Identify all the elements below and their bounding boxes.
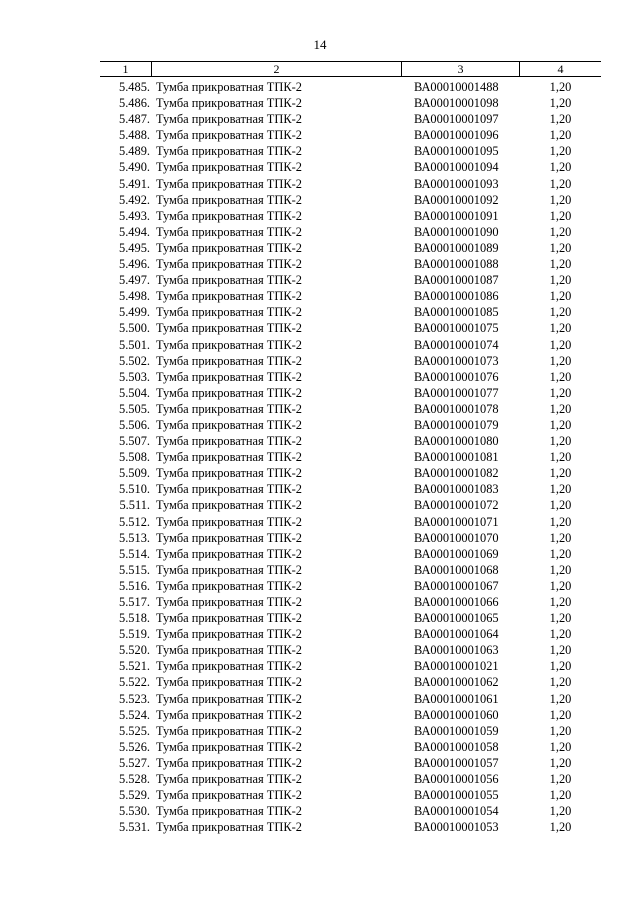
item-name: Тумба прикроватная ТПК-2 [156, 804, 302, 819]
item-value: 1,20 [549, 788, 572, 803]
item-name: Тумба прикроватная ТПК-2 [156, 112, 302, 127]
inventory-code: ВА00010001089 [414, 240, 499, 255]
item-value: 1,20 [549, 273, 572, 288]
row-number: 5.526. [119, 739, 150, 754]
inventory-code: ВА00010001081 [414, 450, 499, 465]
table-row [100, 320, 601, 336]
table-row [100, 465, 601, 481]
inventory-code: ВА00010001095 [414, 144, 499, 159]
inventory-code: ВА00010001096 [414, 128, 499, 143]
table-row [100, 803, 601, 819]
item-name: Тумба прикроватная ТПК-2 [156, 820, 302, 835]
item-name: Тумба прикроватная ТПК-2 [156, 498, 302, 513]
item-name: Тумба прикроватная ТПК-2 [156, 128, 302, 143]
item-value: 1,20 [549, 192, 572, 207]
inventory-code: ВА00010001083 [414, 482, 499, 497]
item-value: 1,20 [549, 611, 572, 626]
item-value: 1,20 [549, 707, 572, 722]
item-name: Тумба прикроватная ТПК-2 [156, 482, 302, 497]
table-row [100, 674, 601, 690]
row-number: 5.530. [119, 804, 150, 819]
table-row [100, 787, 601, 803]
inventory-code: ВА00010001056 [414, 772, 499, 787]
item-value: 1,20 [549, 659, 572, 674]
table-row [100, 127, 601, 143]
inventory-code: ВА00010001086 [414, 289, 499, 304]
row-number: 5.488. [119, 128, 150, 143]
item-name: Тумба прикроватная ТПК-2 [156, 353, 302, 368]
table-row [100, 224, 601, 240]
row-number: 5.503. [119, 369, 150, 384]
item-name: Тумба прикроватная ТПК-2 [156, 595, 302, 609]
table-row [100, 256, 601, 272]
row-number: 5.510. [119, 482, 150, 497]
inventory-code: ВА00010001074 [414, 337, 499, 352]
item-name: Тумба прикроватная ТПК-2 [156, 659, 302, 674]
inventory-code: ВА00010001021 [414, 659, 499, 674]
row-number: 5.531. [119, 820, 150, 835]
row-number: 5.521. [119, 659, 150, 674]
table-row [100, 739, 601, 755]
inventory-code: ВА00010001080 [414, 434, 499, 449]
item-value: 1,20 [549, 417, 572, 432]
item-name: Тумба прикроватная ТПК-2 [156, 208, 302, 223]
inventory-code: ВА00010001067 [414, 578, 499, 593]
inventory-code: ВА00010001066 [414, 595, 499, 609]
table-row [100, 819, 601, 835]
item-name: Тумба прикроватная ТПК-2 [156, 450, 302, 465]
row-number: 5.495. [119, 240, 150, 255]
row-number: 5.492. [119, 192, 150, 207]
inventory-table [100, 61, 601, 835]
inventory-code: ВА00010001077 [414, 385, 499, 400]
row-number: 5.513. [119, 530, 150, 545]
item-value: 1,20 [549, 482, 572, 497]
table-row [100, 272, 601, 288]
item-name: Тумба прикроватная ТПК-2 [156, 337, 302, 352]
inventory-code: ВА00010001054 [414, 804, 499, 819]
inventory-code: ВА00010001090 [414, 224, 499, 239]
item-name: Тумба прикроватная ТПК-2 [156, 562, 302, 577]
row-number: 5.493. [119, 208, 150, 223]
row-number: 5.500. [119, 321, 150, 336]
row-number: 5.502. [119, 353, 150, 368]
table-row [100, 288, 601, 304]
header-col-2: 2 [152, 62, 402, 76]
inventory-code: ВА00010001063 [414, 643, 499, 658]
row-number: 5.529. [119, 788, 150, 803]
item-name: Тумба прикроватная ТПК-2 [156, 80, 302, 94]
row-number: 5.528. [119, 772, 150, 787]
item-name: Тумба прикроватная ТПК-2 [156, 192, 302, 207]
item-value: 1,20 [549, 176, 572, 191]
row-number: 5.490. [119, 160, 150, 175]
item-value: 1,20 [549, 321, 572, 336]
table-row [100, 723, 601, 739]
item-name: Тумба прикроватная ТПК-2 [156, 611, 302, 626]
item-value: 1,20 [549, 772, 572, 787]
inventory-code: ВА00010001075 [414, 321, 499, 336]
item-value: 1,20 [549, 546, 572, 561]
inventory-code: ВА00010001088 [414, 257, 499, 272]
item-value: 1,20 [549, 514, 572, 529]
inventory-code: ВА00010001097 [414, 112, 499, 127]
item-value: 1,20 [549, 562, 572, 577]
row-number: 5.527. [119, 755, 150, 770]
item-value: 1,20 [549, 337, 572, 352]
item-name: Тумба прикроватная ТПК-2 [156, 723, 302, 738]
row-number: 5.511. [119, 498, 150, 513]
inventory-code: ВА00010001053 [414, 820, 499, 835]
inventory-code: ВА00010001087 [414, 273, 499, 288]
inventory-code: ВА00010001488 [414, 80, 499, 94]
item-value: 1,20 [549, 257, 572, 272]
item-name: Тумба прикроватная ТПК-2 [156, 578, 302, 593]
item-value: 1,20 [549, 450, 572, 465]
item-name: Тумба прикроватная ТПК-2 [156, 417, 302, 432]
item-value: 1,20 [549, 305, 572, 320]
table-row [100, 594, 601, 610]
row-number: 5.498. [119, 289, 150, 304]
table-row [100, 143, 601, 159]
header-col-4: 4 [557, 62, 564, 76]
item-name: Тумба прикроватная ТПК-2 [156, 466, 302, 481]
row-number: 5.497. [119, 273, 150, 288]
table-row [100, 562, 601, 578]
item-name: Тумба прикроватная ТПК-2 [156, 273, 302, 288]
inventory-code: ВА00010001085 [414, 305, 499, 320]
item-value: 1,20 [549, 820, 572, 835]
item-value: 1,20 [549, 401, 572, 416]
table-row [100, 79, 601, 95]
item-value: 1,20 [549, 675, 572, 690]
inventory-code: ВА00010001098 [414, 96, 499, 111]
inventory-code: ВА00010001078 [414, 401, 499, 416]
inventory-code: ВА00010001076 [414, 369, 499, 384]
table-row [100, 111, 601, 127]
inventory-code: ВА00010001068 [414, 562, 499, 577]
item-name: Тумба прикроватная ТПК-2 [156, 707, 302, 722]
row-number: 5.496. [119, 257, 150, 272]
item-name: Тумба прикроватная ТПК-2 [156, 434, 302, 449]
inventory-code: ВА00010001094 [414, 160, 499, 175]
table-row [100, 353, 601, 369]
inventory-code: ВА00010001093 [414, 176, 499, 191]
item-name: Тумба прикроватная ТПК-2 [156, 369, 302, 384]
item-value: 1,20 [549, 289, 572, 304]
inventory-code: ВА00010001057 [414, 755, 499, 770]
item-name: Тумба прикроватная ТПК-2 [156, 385, 302, 400]
row-number: 5.523. [119, 691, 150, 706]
row-number: 5.515. [119, 562, 150, 577]
table-row [100, 626, 601, 642]
row-number: 5.509. [119, 466, 150, 481]
page-number: 14 [313, 37, 327, 52]
item-value: 1,20 [549, 498, 572, 513]
table-row [100, 433, 601, 449]
item-value: 1,20 [549, 144, 572, 159]
table-row [100, 208, 601, 224]
row-number: 5.507. [119, 434, 150, 449]
row-number: 5.518. [119, 611, 150, 626]
item-name: Тумба прикроватная ТПК-2 [156, 514, 302, 529]
item-value: 1,20 [549, 466, 572, 481]
row-number: 5.508. [119, 450, 150, 465]
item-value: 1,20 [549, 160, 572, 175]
item-value: 1,20 [549, 96, 572, 111]
table-row [100, 707, 601, 723]
table-row [100, 514, 601, 530]
item-value: 1,20 [549, 240, 572, 255]
inventory-code: ВА00010001062 [414, 675, 499, 690]
item-name: Тумба прикроватная ТПК-2 [156, 305, 302, 320]
item-value: 1,20 [549, 224, 572, 239]
item-value: 1,20 [549, 804, 572, 819]
row-number: 5.494. [119, 224, 150, 239]
item-value: 1,20 [549, 385, 572, 400]
item-name: Тумба прикроватная ТПК-2 [156, 321, 302, 336]
table-row [100, 755, 601, 771]
table-row [100, 159, 601, 175]
table-row [100, 417, 601, 433]
table-row [100, 240, 601, 256]
table-row [100, 691, 601, 707]
item-value: 1,20 [549, 128, 572, 143]
item-name: Тумба прикроватная ТПК-2 [156, 224, 302, 239]
inventory-code: ВА00010001060 [414, 707, 499, 722]
row-number: 5.489. [119, 144, 150, 159]
inventory-code: ВА00010001059 [414, 723, 499, 738]
table-row [100, 192, 601, 208]
row-number: 5.485. [119, 80, 150, 94]
inventory-code: ВА00010001065 [414, 611, 499, 626]
item-name: Тумба прикроватная ТПК-2 [156, 176, 302, 191]
inventory-code: ВА00010001055 [414, 788, 499, 803]
item-name: Тумба прикроватная ТПК-2 [156, 546, 302, 561]
inventory-code: ВА00010001069 [414, 546, 499, 561]
item-name: Тумба прикроватная ТПК-2 [156, 96, 302, 111]
item-name: Тумба прикроватная ТПК-2 [156, 240, 302, 255]
item-name: Тумба прикроватная ТПК-2 [156, 691, 302, 706]
item-name: Тумба прикроватная ТПК-2 [156, 289, 302, 304]
inventory-code: ВА00010001071 [414, 514, 499, 529]
inventory-code: ВА00010001079 [414, 417, 499, 432]
item-name: Тумба прикроватная ТПК-2 [156, 401, 302, 416]
row-number: 5.505. [119, 401, 150, 416]
table-row [100, 530, 601, 546]
item-value: 1,20 [549, 208, 572, 223]
table-row [100, 658, 601, 674]
table-row [100, 369, 601, 385]
item-value: 1,20 [549, 578, 572, 593]
table-row [100, 385, 601, 401]
inventory-code: ВА00010001064 [414, 627, 499, 642]
item-value: 1,20 [549, 353, 572, 368]
item-value: 1,20 [549, 723, 572, 738]
row-number: 5.514. [119, 546, 150, 561]
table-row [100, 95, 601, 111]
table-body [100, 77, 601, 835]
inventory-code: ВА00010001058 [414, 739, 499, 754]
row-number: 5.516. [119, 578, 150, 593]
item-value: 1,20 [549, 691, 572, 706]
row-number: 5.487. [119, 112, 150, 127]
item-name: Тумба прикроватная ТПК-2 [156, 144, 302, 159]
row-number: 5.517. [119, 595, 150, 609]
table-row [100, 497, 601, 513]
item-value: 1,20 [549, 755, 572, 770]
row-number: 5.491. [119, 176, 150, 191]
inventory-code: ВА00010001073 [414, 353, 499, 368]
item-name: Тумба прикроватная ТПК-2 [156, 643, 302, 658]
header-col-3: 3 [402, 62, 520, 76]
inventory-code: ВА00010001061 [414, 691, 499, 706]
item-value: 1,20 [549, 112, 572, 127]
item-name: Тумба прикроватная ТПК-2 [156, 755, 302, 770]
item-name: Тумба прикроватная ТПК-2 [156, 788, 302, 803]
item-value: 1,20 [549, 643, 572, 658]
inventory-code: ВА00010001092 [414, 192, 499, 207]
item-value: 1,20 [549, 369, 572, 384]
table-row [100, 176, 601, 192]
item-name: Тумба прикроватная ТПК-2 [156, 160, 302, 175]
item-value: 1,20 [549, 595, 572, 609]
row-number: 5.501. [119, 337, 150, 352]
inventory-code: ВА00010001070 [414, 530, 499, 545]
item-value: 1,20 [549, 530, 572, 545]
row-number: 5.525. [119, 723, 150, 738]
item-name: Тумба прикроватная ТПК-2 [156, 675, 302, 690]
item-value: 1,20 [549, 739, 572, 754]
inventory-code: ВА00010001091 [414, 208, 499, 223]
table-row [100, 578, 601, 594]
row-number: 5.520. [119, 643, 150, 658]
item-name: Тумба прикроватная ТПК-2 [156, 257, 302, 272]
inventory-code: ВА00010001072 [414, 498, 499, 513]
table-row [100, 481, 601, 497]
inventory-code: ВА00010001082 [414, 466, 499, 481]
row-number: 5.524. [119, 707, 150, 722]
row-number: 5.506. [119, 417, 150, 432]
item-name: Тумба прикроватная ТПК-2 [156, 627, 302, 642]
row-number: 5.522. [119, 675, 150, 690]
item-value: 1,20 [549, 80, 572, 94]
header-col-1: 1 [100, 62, 152, 76]
row-number: 5.512. [119, 514, 150, 529]
item-value: 1,20 [549, 434, 572, 449]
row-number: 5.499. [119, 305, 150, 320]
table-row [100, 337, 601, 353]
row-number: 5.504. [119, 385, 150, 400]
table-row [100, 546, 601, 562]
row-number: 5.486. [119, 96, 150, 111]
table-row [100, 610, 601, 626]
table-header [100, 61, 601, 77]
table-row [100, 304, 601, 320]
item-name: Тумба прикроватная ТПК-2 [156, 530, 302, 545]
table-row [100, 642, 601, 658]
table-row [100, 401, 601, 417]
table-row [100, 771, 601, 787]
table-row [100, 449, 601, 465]
item-value: 1,20 [549, 627, 572, 642]
item-name: Тумба прикроватная ТПК-2 [156, 772, 302, 787]
item-name: Тумба прикроватная ТПК-2 [156, 739, 302, 754]
row-number: 5.519. [119, 627, 150, 642]
